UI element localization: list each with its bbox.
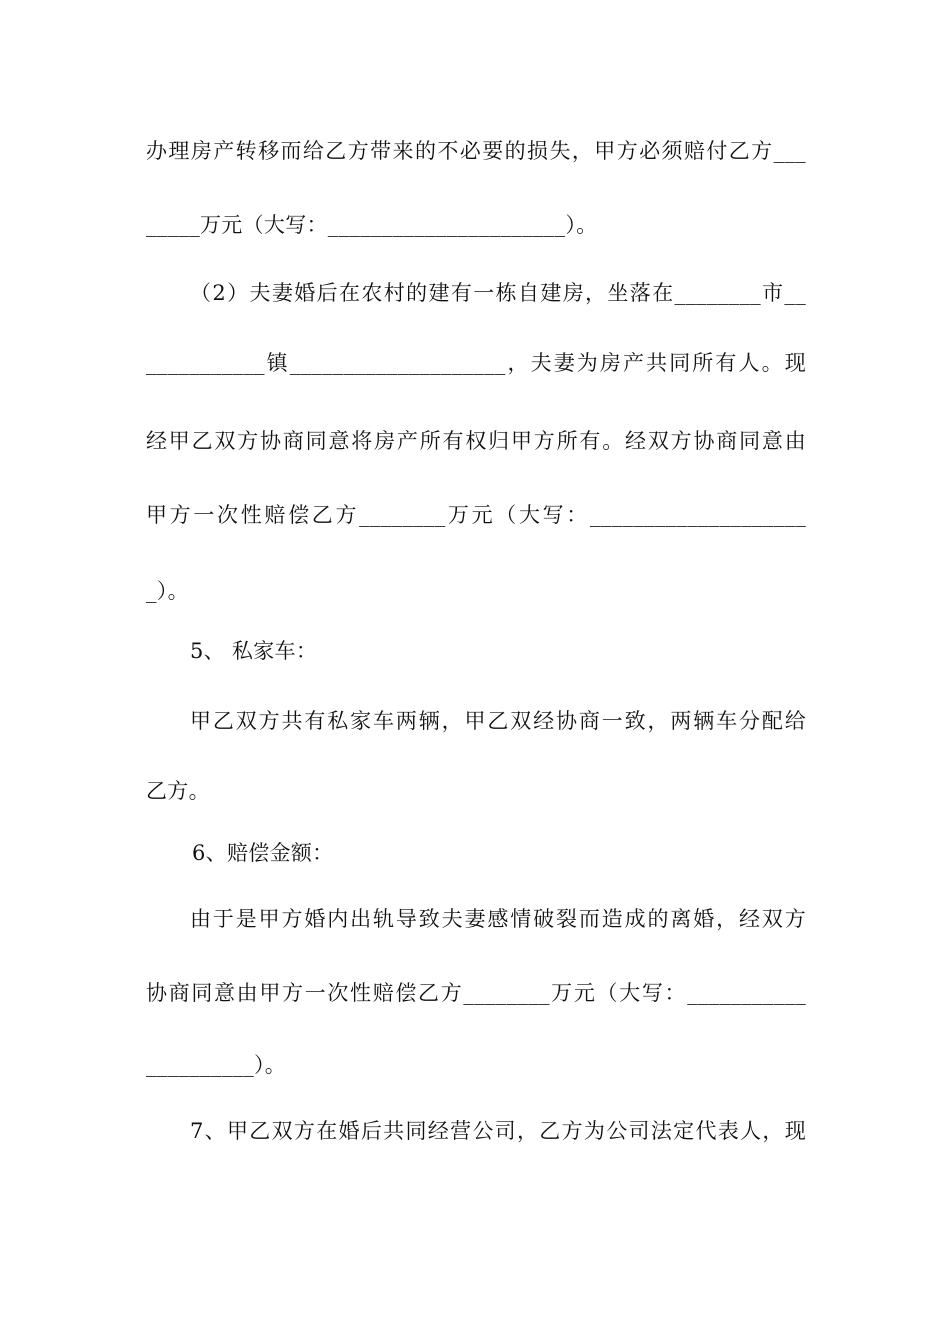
text-line-1: 办理房产转移而给乙方带来的不必要的损失，甲方必须赔付乙方___	[146, 139, 806, 163]
text-line-13: 协商同意由甲方一次性赔偿乙方________万元（大写：___________	[146, 981, 806, 1005]
text-line-4: ___________镇____________________，夫妻为房产共同所有人。现	[146, 351, 806, 375]
text-line-7: _）。	[146, 579, 189, 603]
text-line-14: __________）。	[146, 1053, 287, 1077]
section-heading-private-car: 5、 私家车：	[190, 639, 318, 663]
text-line-10: 乙方。	[146, 779, 210, 803]
text-line-9: 甲乙双方共有私家车两辆，甲乙双经协商一致，两辆车分配给	[190, 709, 806, 733]
text-line-15: 7、甲乙双方在婚后共同经营公司，乙方为公司法定代表人，现	[190, 1119, 806, 1143]
text-line-2: _____万元（大写：______________________）。	[146, 213, 598, 237]
section-heading-compensation: 6、赔偿金额：	[192, 841, 334, 865]
text-line-6: 甲方一次性赔偿乙方________万元（大写：____________________	[146, 503, 806, 527]
text-line-5: 经甲乙双方协商同意将房产所有权归甲方所有。经双方协商同意由	[146, 429, 806, 453]
text-line-3: （2）夫妻婚后在农村的建有一栋自建房，坐落在________市__	[190, 281, 806, 305]
text-line-12: 由于是甲方婚内出轨导致夫妻感情破裂而造成的离婚，经双方	[190, 907, 806, 931]
